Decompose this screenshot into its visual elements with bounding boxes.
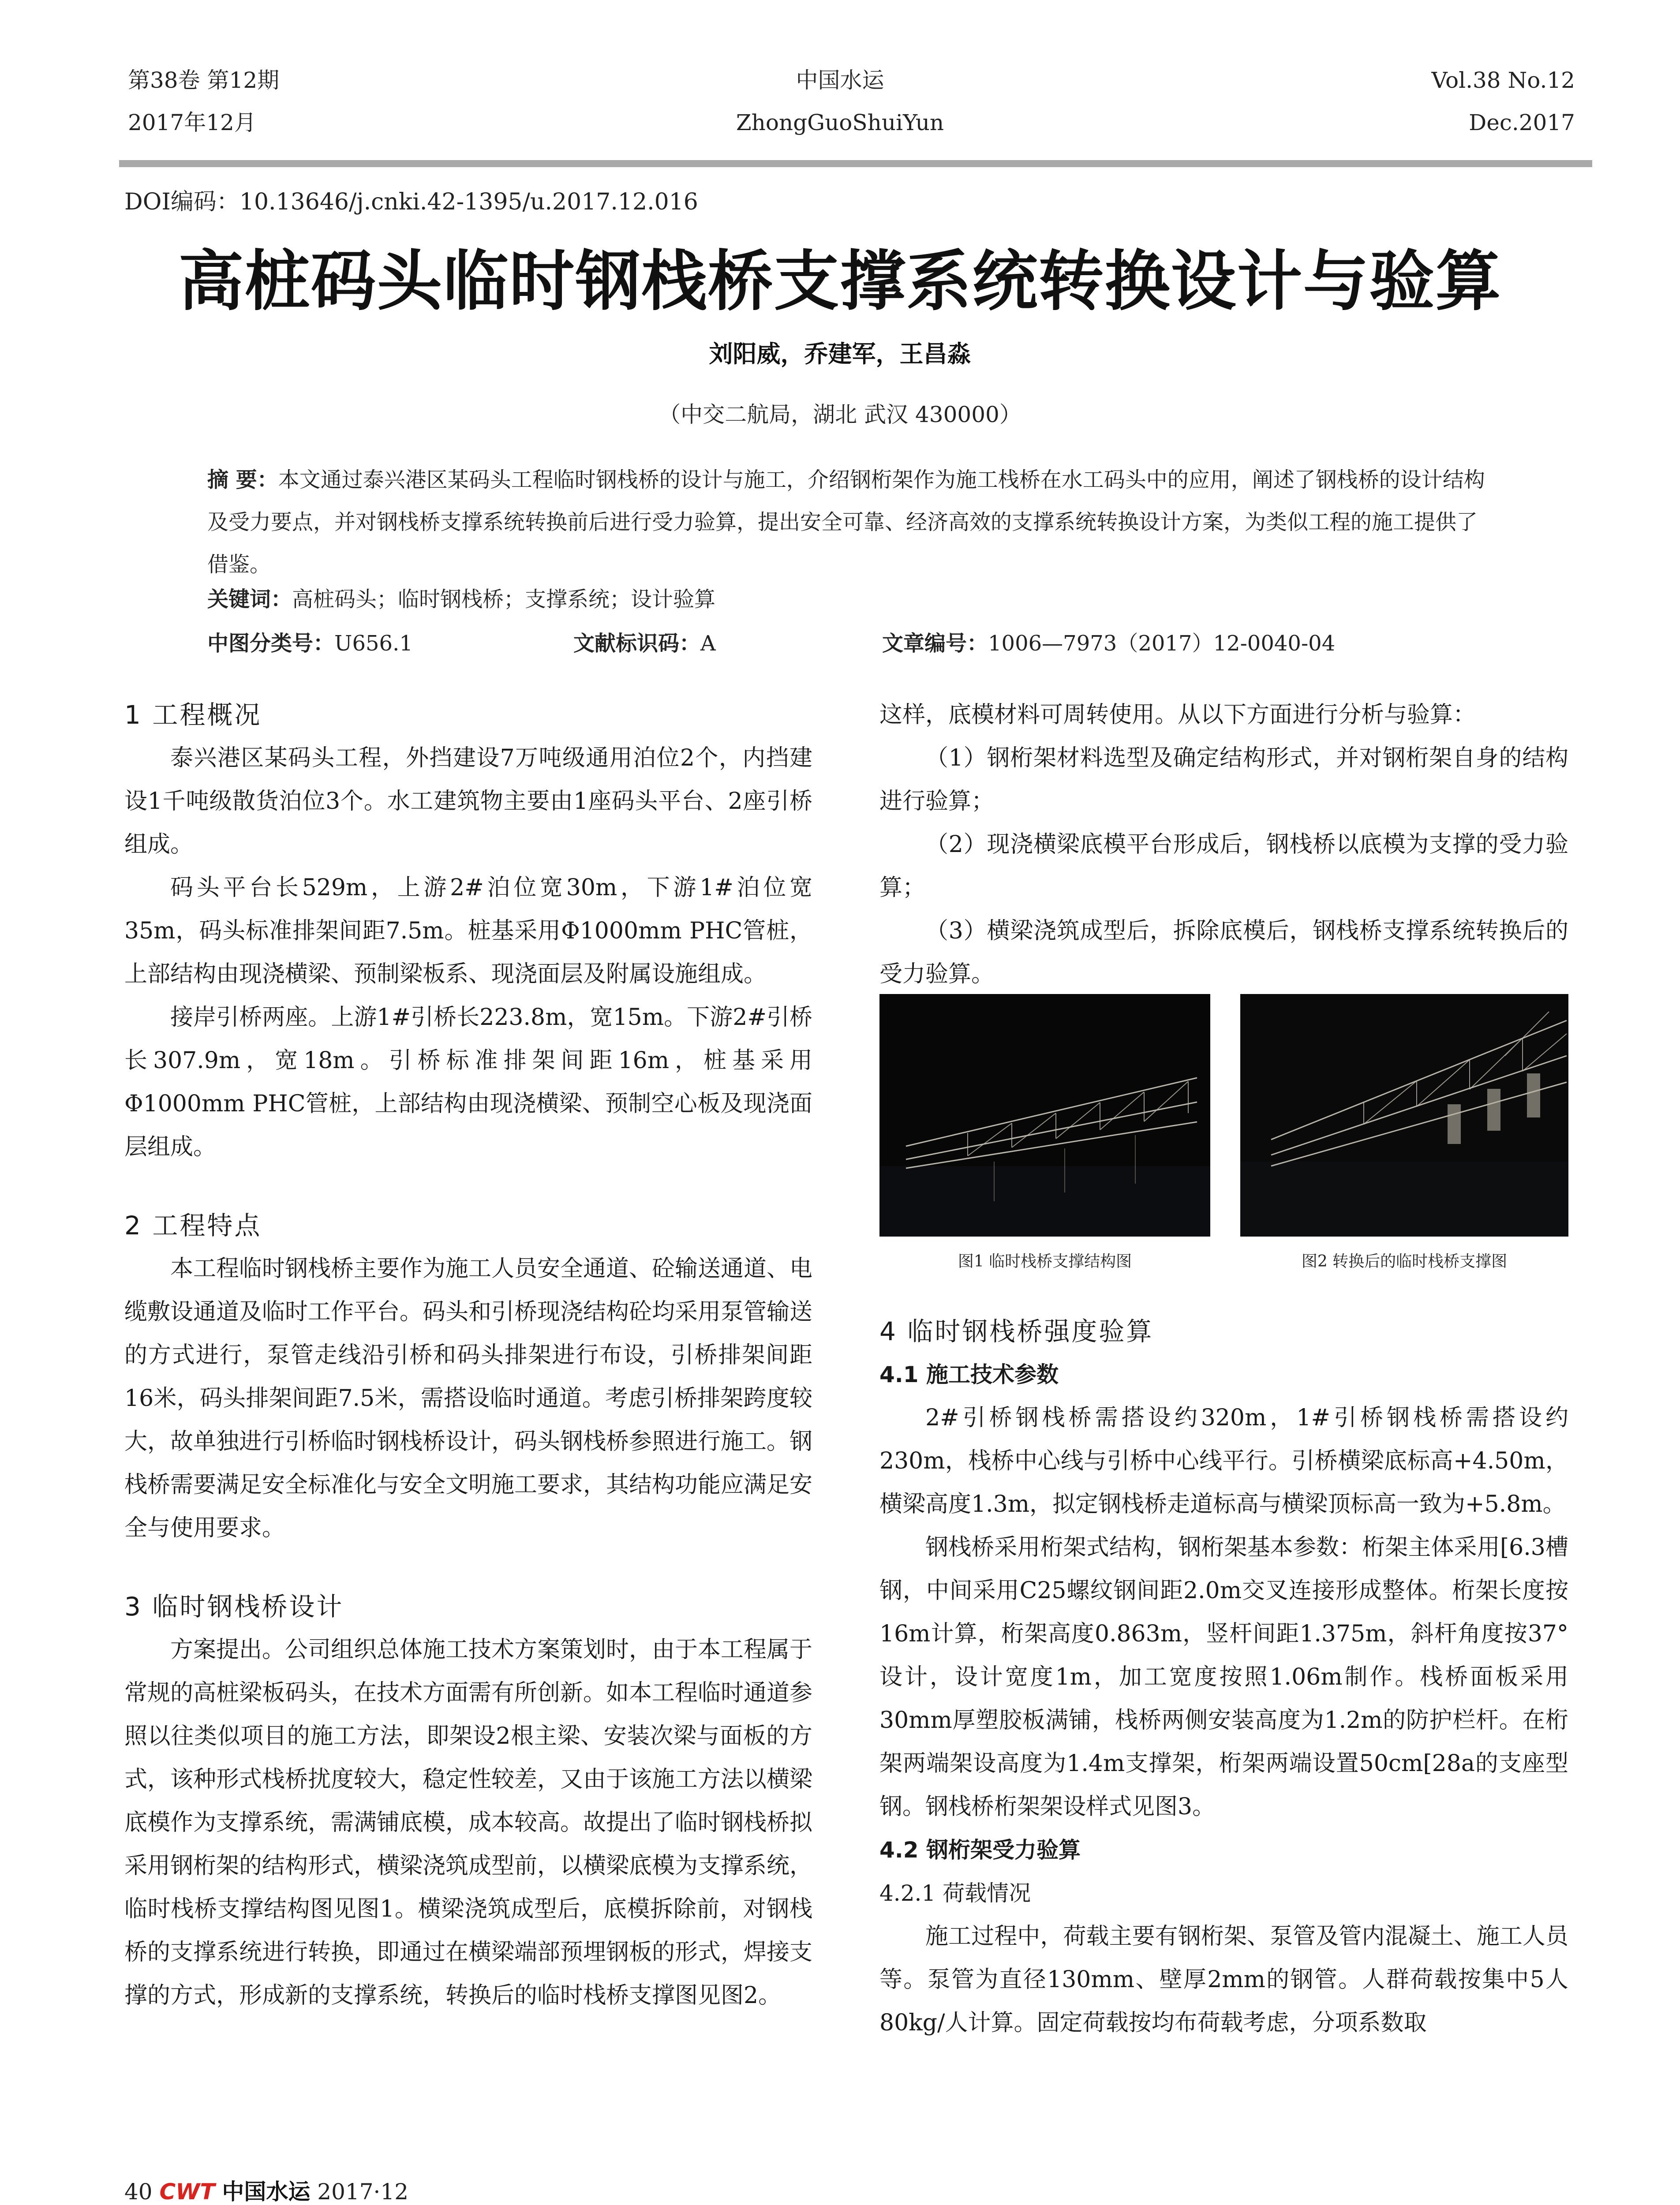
clc-number xyxy=(207,626,413,657)
list-item: （2）现浇横梁底模平台形成后，钢栈桥以底模为支撑的受力验算； xyxy=(879,831,1568,901)
abstract-text: 本文通过泰兴港区某码头工程临时钢栈桥的设计与施工，介绍钢桁架作为施工栈桥在水工码头中的应用，阐述了钢栈桥的设计结构及受力要点，并对钢栈桥支撑系统转换前后进行受力验算，提出安全可靠、经济高效的支撑系统转换设计方案，为类似工程的施工提供了借鉴。 xyxy=(207,467,1485,577)
paragraph: 施工过程中，荷载主要有钢桁架、泵管及管内混凝土、施工人员等。泵管为直径130mm、壁厚2mm的钢管。人群荷载按集中5人80kg/人计算。固定荷载按均布荷载考虑，分项系数取 xyxy=(879,1923,1568,2036)
footer-brand: CWT xyxy=(159,2179,215,2205)
section-4-2-heading: 4.2 钢桁架受力验算 xyxy=(879,1837,1081,1863)
paragraph: 这样，底模材料可周转使用。从以下方面进行分析与验算： xyxy=(879,702,1476,728)
header-date-en: Dec.2017 xyxy=(1469,110,1575,135)
list-item: （3）横梁浇筑成型后，拆除底模后，钢栈桥支撑系统转换后的受力验算。 xyxy=(879,918,1568,987)
section-2-heading: 2 工程特点 xyxy=(124,1211,262,1241)
footer-magazine: 中国水运 xyxy=(222,2179,311,2205)
abstract xyxy=(207,459,1486,586)
doi: DOI编码：10.13646/j.cnki.42-1395/u.2017.12.016 xyxy=(124,189,698,215)
keywords xyxy=(207,582,715,613)
section-4-heading: 4 临时钢栈桥强度验算 xyxy=(879,1316,1154,1346)
keywords-text: 高桩码头；临时钢栈桥；支撑系统；设计验算 xyxy=(292,587,716,612)
authors: 刘阳威，乔建军，王昌淼 xyxy=(709,340,971,368)
list-item: （1）钢桁架材料选型及确定结构形式，并对钢桁架自身的结构进行验算； xyxy=(879,745,1568,815)
article-number xyxy=(882,626,1335,657)
doc-value: A xyxy=(700,631,716,656)
right-column-top xyxy=(879,693,1568,996)
figure-1-photo xyxy=(879,994,1210,1237)
abstract-label: 摘 要： xyxy=(207,467,278,492)
paragraph: 接岸引桥两座。上游1#引桥长223.8m，宽15m。下游2#引桥长307.9m，宽18m。引桥标准排架间距16m，桩基采用Φ1000mm PHC管桩，上部结构由现浇横梁、预制空心板及现浇面层组成。 xyxy=(124,1004,812,1160)
left-column xyxy=(124,693,812,2017)
header-volume-cn: 第38卷 第12期 xyxy=(128,67,280,93)
paragraph: 本工程临时钢栈桥主要作为施工人员安全通道、砼输送通道、电缆敷设通道及临时工作平台。码头和引桥现浇结构砼均采用泵管输送的方式进行，泵管走线沿引桥和码头排架进行布设，引桥排架间距16米，码头排架间距7.5米，需搭设临时通道。考虑引桥排架跨度较大，故单独进行引桥临时钢栈桥设计，码头钢栈桥参照进行施工。钢栈桥需要满足安全标准化与安全文明施工要求，其结构功能应满足安全与使用要求。 xyxy=(124,1256,813,1541)
paragraph: 2#引桥钢栈桥需搭设约320m，1#引桥钢栈桥需搭设约230m，栈桥中心线与引桥中心线平行。引桥横梁底标高+4.50m，横梁高度1.3m，拟定钢栈桥走道标高与横梁顶标高一致为+5.8m。 xyxy=(879,1405,1568,1517)
section-4-1-heading: 4.1 施工技术参数 xyxy=(879,1362,1059,1387)
header-volume-en: Vol.38 No.12 xyxy=(1431,67,1575,93)
article-value: 1006—7973（2017）12-0040-04 xyxy=(988,631,1336,656)
paragraph: 钢栈桥采用桁架式结构，钢桁架基本参数：桁架主体采用[6.3槽钢，中间采用C25螺纹钢间距2.0m交叉连接形成整体。桁架长度按16m计算，桁架高度0.863m，竖杆间距1.375m，斜杆角度按37°设计，设计宽度1m，加工宽度按照1.06m制作。栈桥面板采用30mm厚塑胶板满铺，栈桥两侧安装高度为1.2m的防护栏杆。在桁架两端架设高度为1.4m支撑架，桁架两端设置50cm[28a的支座型钢。钢栈桥桁架架设样式见图3。 xyxy=(879,1534,1568,1820)
figure-1-caption: 图1 临时栈桥支撑结构图 xyxy=(958,1252,1132,1271)
article-title: 高桩码头临时钢栈桥支撑系统转换设计与验算 xyxy=(178,243,1502,319)
header-rule xyxy=(119,160,1592,167)
figure-2-photo xyxy=(1240,994,1568,1237)
affiliation: （中交二航局，湖北 武汉 430000） xyxy=(659,402,1021,427)
header-date-cn: 2017年12月 xyxy=(128,110,256,135)
figure-2-caption: 图2 转换后的临时栈桥支撑图 xyxy=(1301,1252,1508,1271)
section-1-heading: 1 工程概况 xyxy=(124,700,262,730)
header-journal-cn: 中国水运 xyxy=(796,67,884,93)
section-3-heading: 3 临时钢栈桥设计 xyxy=(124,1592,344,1622)
header-journal-en: ZhongGuoShuiYun xyxy=(736,110,944,135)
clc-label: 中图分类号： xyxy=(207,631,335,656)
footer-issue: 2017·12 xyxy=(317,2179,409,2205)
paragraph: 码头平台长529m，上游2#泊位宽30m，下游1#泊位宽35m，码头标准排架间距7.5m。桩基采用Φ1000mm PHC管桩，上部结构由现浇横梁、预制梁板系、现浇面层及附属设施组成。 xyxy=(124,875,812,987)
paragraph: 泰兴港区某码头工程，外挡建设7万吨级通用泊位2个，内挡建设1千吨级散货泊位3个。水工建筑物主要由1座码头平台、2座引桥组成。 xyxy=(124,745,812,858)
section-4-2-1-heading: 4.2.1 荷载情况 xyxy=(879,1880,1031,1906)
keywords-label: 关键词： xyxy=(207,587,292,612)
clc-value: U656.1 xyxy=(334,631,413,656)
doc-label: 文献标识码： xyxy=(573,631,701,656)
page-footer xyxy=(124,2174,408,2205)
paragraph: 方案提出。公司组织总体施工技术方案策划时，由于本工程属于常规的高桩梁板码头，在技术方面需有所创新。如本工程临时通道参照以往类似项目的施工方法，即架设2根主梁、安装次梁与面板的方式，该种形式栈桥扰度较大，稳定性较差，又由于该施工方法以横梁底模作为支撑系统，需满铺底模，成本较高。故提出了临时钢栈桥拟采用钢桁架的结构形式，横梁浇筑成型前，以横梁底模为支撑系统，临时栈桥支撑结构图见图1。横梁浇筑成型后，底模拆除前，对钢栈桥的支撑系统进行转换，即通过在横梁端部预埋钢板的形式，焊接支撑的方式，形成新的支撑系统，转换后的临时栈桥支撑图见图2。 xyxy=(124,1637,813,2009)
page-number: 40 xyxy=(124,2179,153,2205)
right-column-bottom xyxy=(879,1310,1568,2044)
document-code xyxy=(573,626,716,657)
article-label: 文章编号： xyxy=(882,631,988,656)
